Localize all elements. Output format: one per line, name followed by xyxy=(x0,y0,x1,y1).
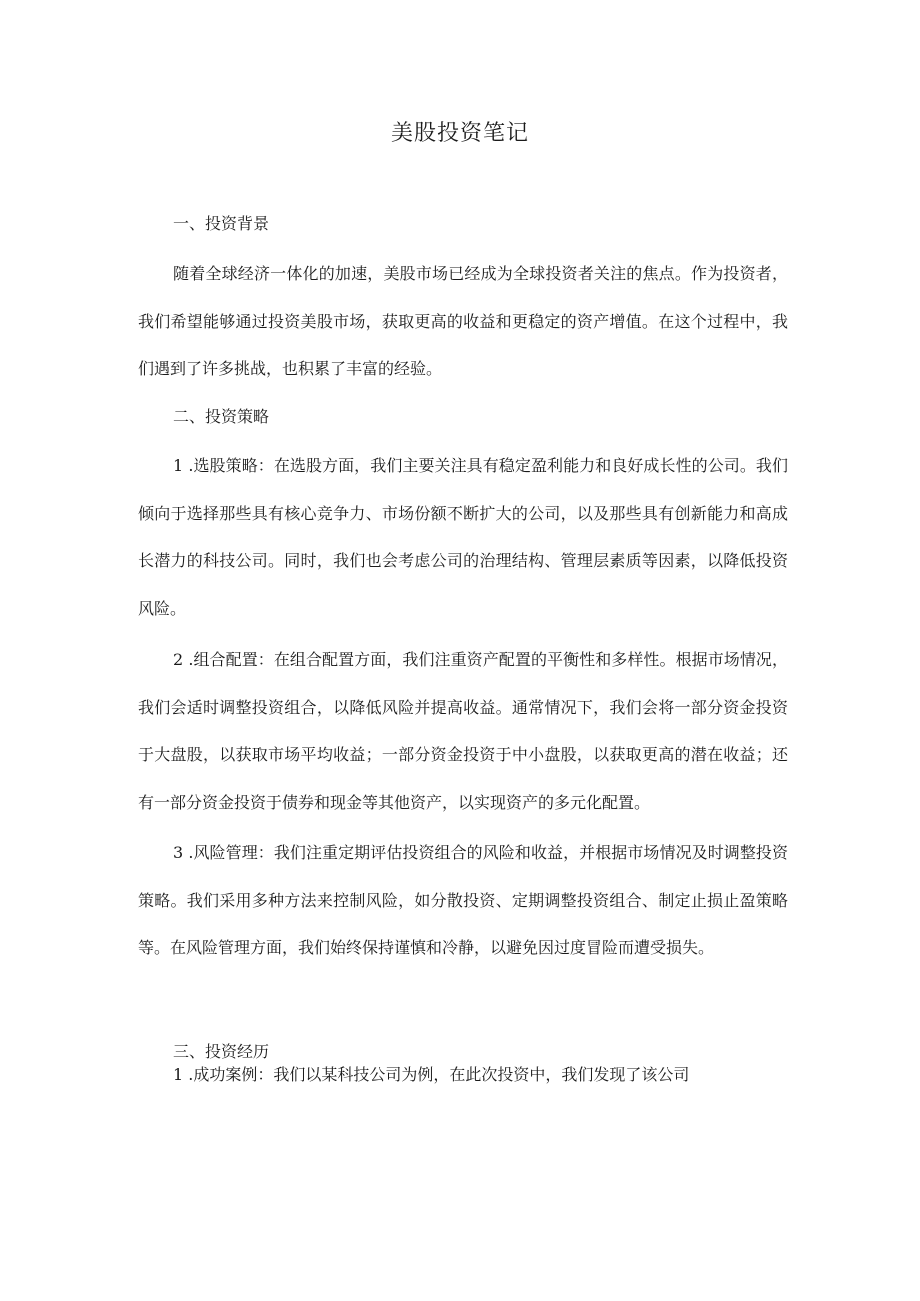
section-heading-strategy: 二、投资策略 xyxy=(173,407,270,426)
paragraph-success-case: 1 .成功案例：我们以某科技公司为例，在此次投资中，我们发现了该公司 xyxy=(173,1065,690,1084)
page-title: 美股投资笔记 xyxy=(390,121,529,146)
paragraph-stock-selection: 1 .选股策略：在选股方面，我们主要关注具有稳定盈利能力和良好成长性的公司。我们倾向于选择那些具有核心竞争力、市场份额不断扩大的公司，以及那些具有创新能力和高成长潜力的科技公司。同时，我们也会考虑公司的治理结构、管理层素质等因素，以降低投资风险。 xyxy=(138,456,788,618)
paragraph-risk-management: 3 .风险管理：我们注重定期评估投资组合的风险和收益，并根据市场情况及时调整投资策略。我们采用多种方法来控制风险，如分散投资、定期调整投资组合、制定止损止盈策略等。在风险管理方面，我们始终保持谨慎和冷静，以避免因过度冒险而遭受损失。 xyxy=(138,843,788,957)
paragraph-background: 随着全球经济一体化的加速，美股市场已经成为全球投资者关注的焦点。作为投资者，我们希望能够通过投资美股市场，获取更高的收益和更稳定的资产增值。在这个过程中，我们遇到了许多挑战，也积累了丰富的经验。 xyxy=(138,264,788,378)
section-heading-background: 一、投资背景 xyxy=(173,214,270,233)
section-heading-experience: 三、投资经历 xyxy=(173,1042,270,1061)
paragraph-portfolio-allocation: 2 .组合配置：在组合配置方面，我们注重资产配置的平衡性和多样性。根据市场情况，我们会适时调整投资组合，以降低风险并提高收益。通常情况下，我们会将一部分资金投资于大盘股，以获取市场平均收益；一部分资金投资于中小盘股，以获取更高的潜在收益；还有一部分资金投资于债券和现金等其他资产，以实现资产的多元化配置。 xyxy=(138,650,788,812)
